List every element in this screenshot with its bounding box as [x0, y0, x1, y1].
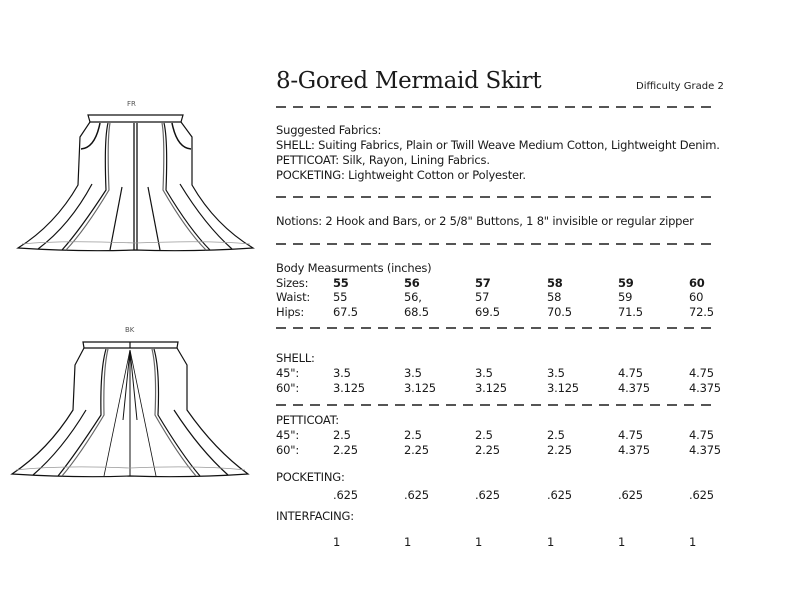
interfacing-heading: INTERFACING:	[276, 509, 354, 523]
table-cell: 1	[618, 535, 626, 549]
table-cell: 70.5	[547, 305, 572, 319]
table-cell: 2.5	[404, 428, 422, 442]
table-cell: 2.5	[475, 428, 493, 442]
table-cell: 4.75	[689, 366, 714, 380]
divider	[276, 327, 718, 329]
divider	[276, 196, 718, 198]
row-label: 60":	[276, 381, 299, 395]
page-title: 8-Gored Mermaid Skirt	[276, 68, 542, 94]
table-cell: .625	[333, 488, 358, 502]
table-cell: 2.25	[547, 443, 572, 457]
table-cell: 3.5	[333, 366, 351, 380]
table-cell: 71.5	[618, 305, 643, 319]
table-cell: 4.75	[618, 366, 643, 380]
body-measurements-heading: Body Measurments (inches)	[276, 261, 432, 275]
table-cell: 59	[618, 276, 634, 290]
table-cell: .625	[404, 488, 429, 502]
table-cell: 4.375	[618, 381, 650, 395]
front-view-label: FR	[127, 100, 136, 108]
row-label: 45":	[276, 428, 299, 442]
table-cell: 57	[475, 276, 491, 290]
table-cell: 2.25	[333, 443, 358, 457]
table-cell: 55	[333, 276, 349, 290]
table-cell: 58	[547, 276, 563, 290]
table-cell: 60	[689, 290, 704, 304]
back-skirt-drawing	[12, 342, 248, 477]
divider	[276, 106, 718, 108]
table-cell: 3.125	[404, 381, 436, 395]
fabrics-shell: SHELL: Suiting Fabrics, Plain or Twill Weave Medium Cotton, Lightweight Denim.	[276, 138, 720, 152]
table-cell: 1	[475, 535, 483, 549]
table-cell: 60	[689, 276, 705, 290]
table-cell: 1	[547, 535, 555, 549]
table-cell: 4.375	[618, 443, 650, 457]
fabrics-heading: Suggested Fabrics:	[276, 123, 382, 137]
table-cell: 3.5	[404, 366, 422, 380]
table-cell: 56,	[404, 290, 422, 304]
table-cell: 2.25	[475, 443, 500, 457]
table-cell: 4.75	[618, 428, 643, 442]
front-skirt-drawing	[18, 115, 253, 251]
fabrics-pocketing: POCKETING: Lightweight Cotton or Polyester.	[276, 168, 526, 182]
back-view-label: BK	[125, 326, 135, 334]
row-label: 60":	[276, 443, 299, 457]
table-cell: 59	[618, 290, 633, 304]
table-cell: 72.5	[689, 305, 714, 319]
petticoat-heading: PETTICOAT:	[276, 413, 339, 427]
table-cell: .625	[547, 488, 572, 502]
row-label: 45":	[276, 366, 299, 380]
table-cell: .625	[475, 488, 500, 502]
table-cell: 57	[475, 290, 490, 304]
table-cell: 69.5	[475, 305, 500, 319]
table-cell: 3.5	[475, 366, 493, 380]
table-cell: .625	[689, 488, 714, 502]
table-cell: 4.375	[689, 381, 721, 395]
table-cell: 1	[404, 535, 412, 549]
table-cell: 2.5	[333, 428, 351, 442]
divider	[276, 404, 718, 406]
table-cell: 2.5	[547, 428, 565, 442]
row-label: Waist:	[276, 290, 311, 304]
table-cell: 3.125	[333, 381, 365, 395]
table-cell: 68.5	[404, 305, 429, 319]
table-cell: 1	[333, 535, 341, 549]
table-cell: 4.375	[689, 443, 721, 457]
skirt-technical-drawings	[0, 0, 270, 490]
table-cell: 56	[404, 276, 420, 290]
table-cell: 4.75	[689, 428, 714, 442]
row-label: Sizes:	[276, 276, 309, 290]
table-cell: 58	[547, 290, 562, 304]
difficulty-grade: Difficulty Grade 2	[636, 81, 724, 92]
table-cell: 1	[689, 535, 697, 549]
table-cell: 67.5	[333, 305, 358, 319]
table-cell: 55	[333, 290, 348, 304]
table-cell: 3.125	[547, 381, 579, 395]
shell-heading: SHELL:	[276, 351, 315, 365]
divider	[276, 243, 718, 245]
pocketing-heading: POCKETING:	[276, 470, 345, 484]
notions-text: Notions: 2 Hook and Bars, or 2 5/8" Buttons, 1 8" invisible or regular zipper	[276, 214, 694, 228]
table-cell: .625	[618, 488, 643, 502]
table-cell: 3.5	[547, 366, 565, 380]
fabrics-petticoat: PETTICOAT: Silk, Rayon, Lining Fabrics.	[276, 153, 490, 167]
table-cell: 3.125	[475, 381, 507, 395]
table-cell: 2.25	[404, 443, 429, 457]
row-label: Hips:	[276, 305, 305, 319]
